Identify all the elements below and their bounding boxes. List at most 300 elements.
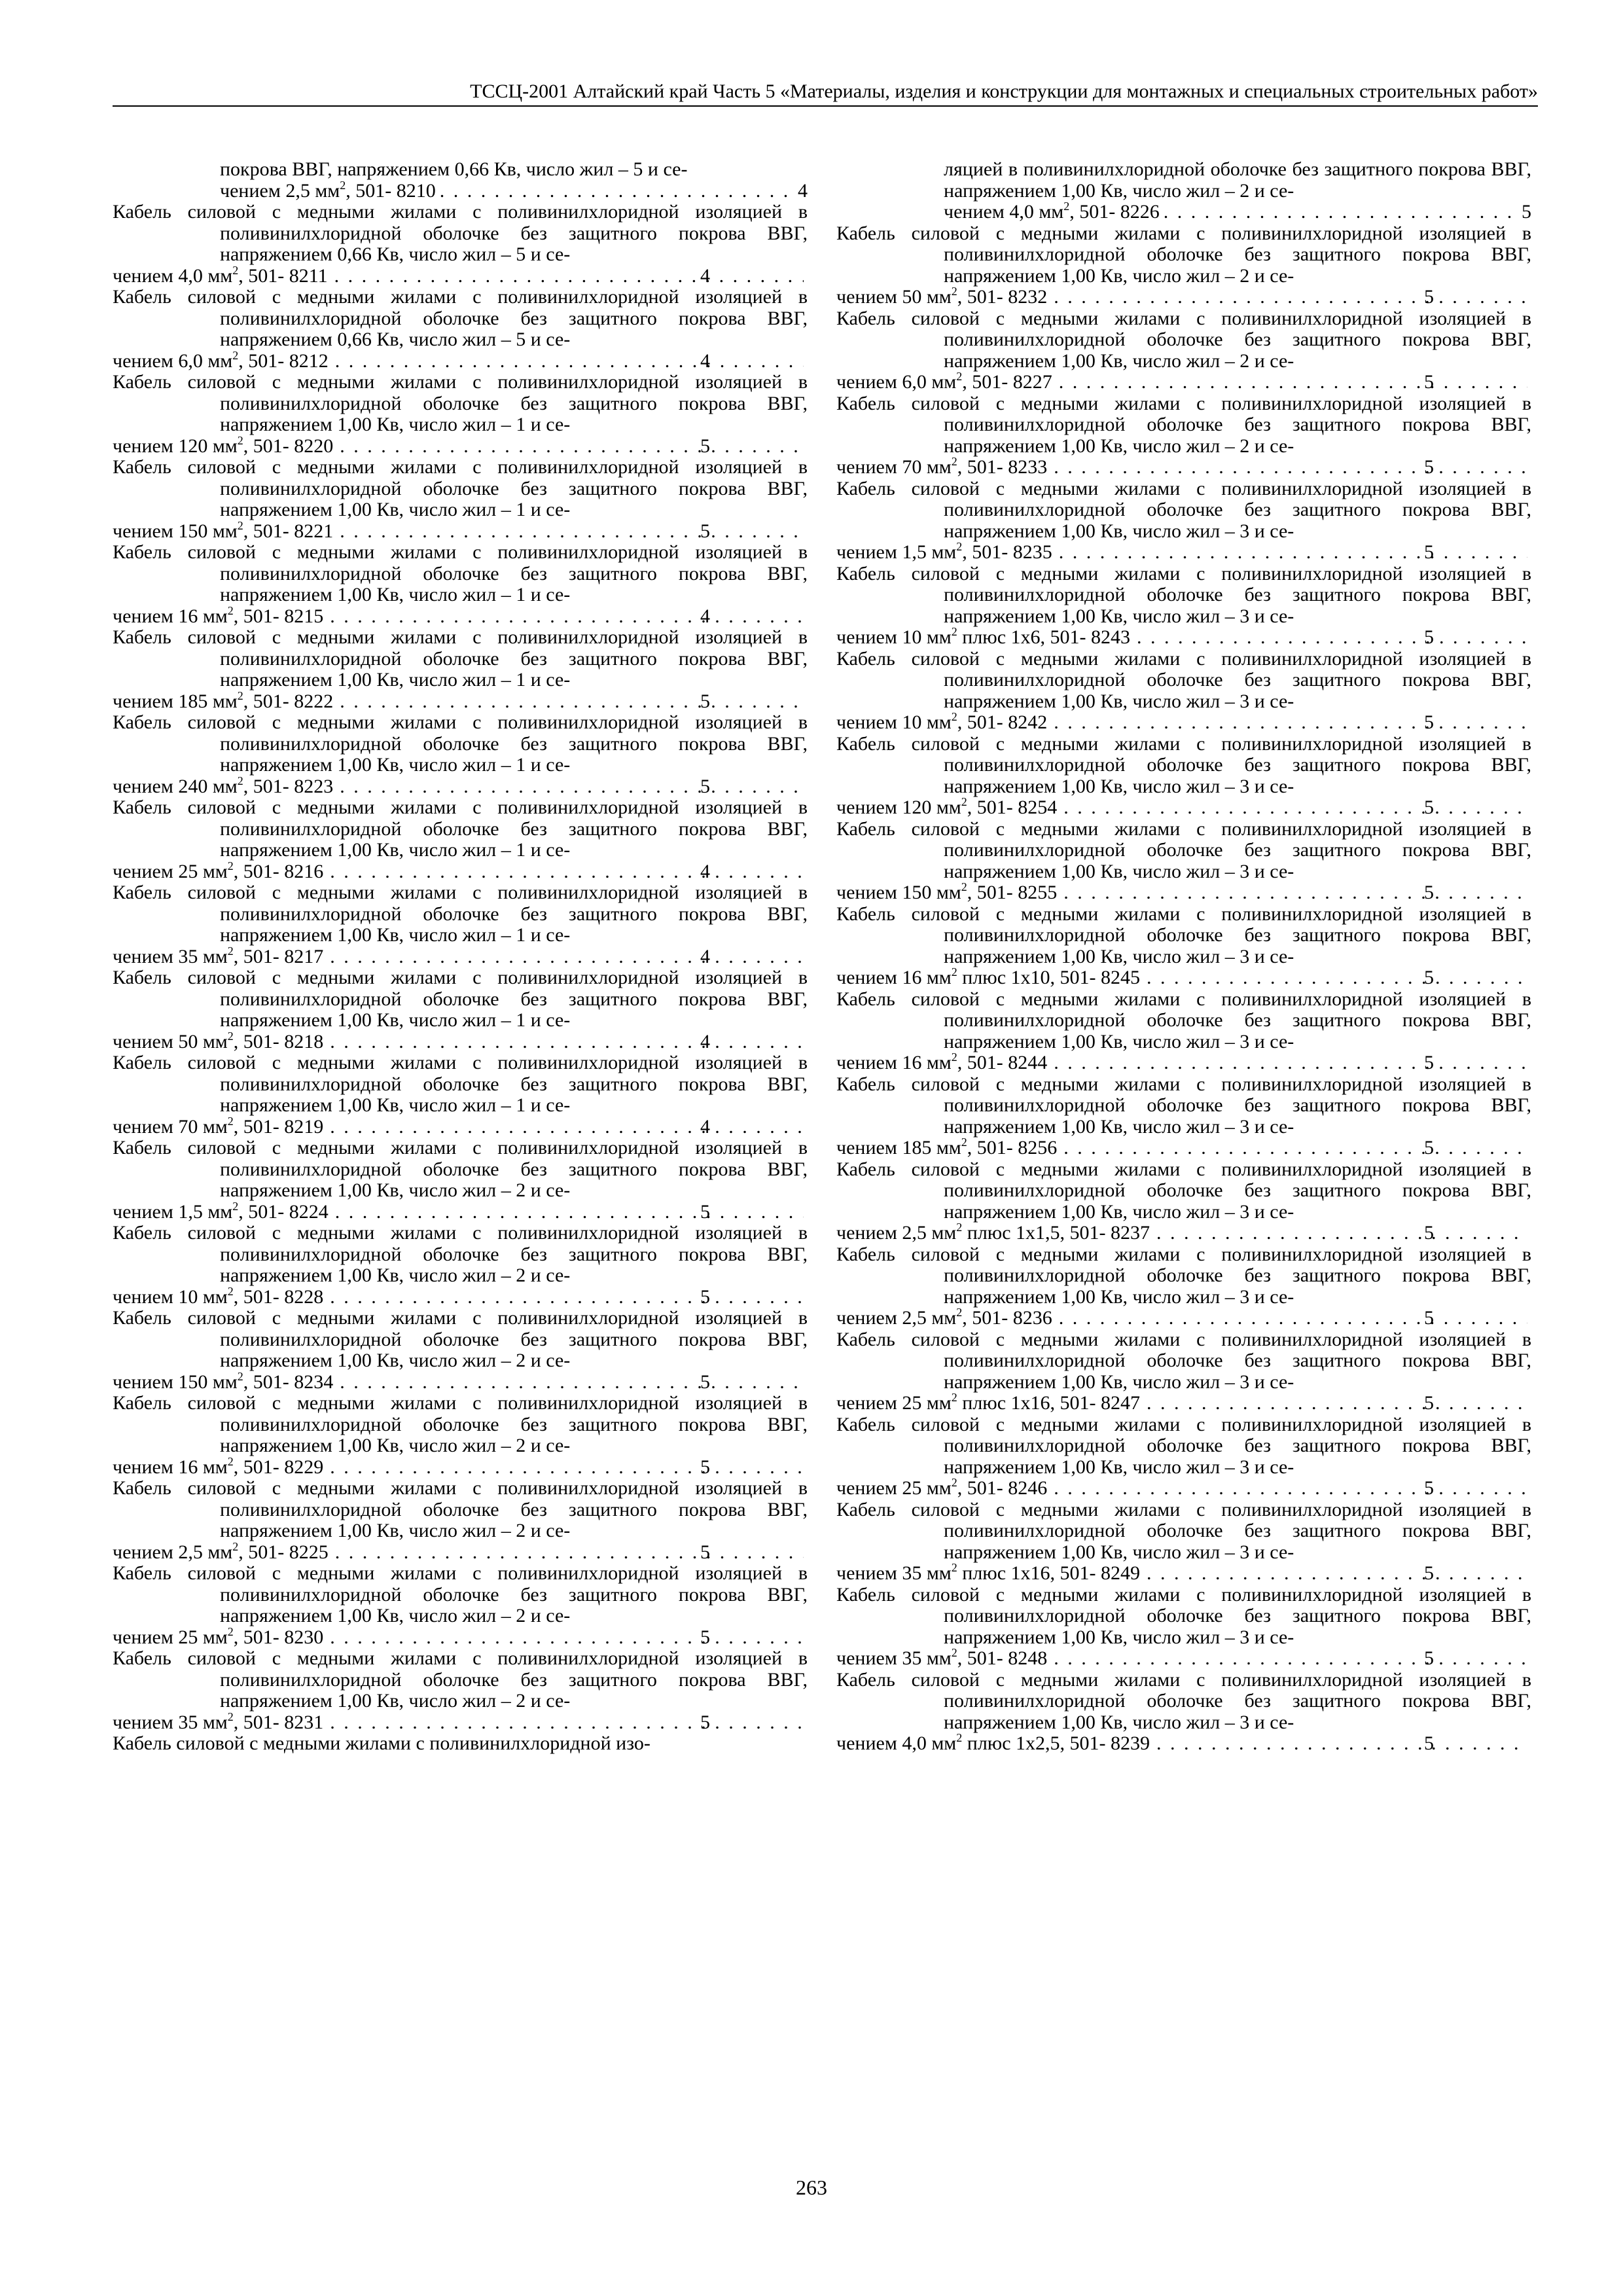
entry-section: чением 120 мм — [836, 797, 961, 818]
entry-section: чением 50 мм — [836, 286, 952, 308]
dot-leader — [337, 691, 804, 713]
entry-text: Кабель силовой с медными жилами с поливинилхлоридной изоляцией в поливинилхлоридной оболочке без защитного покрова ВВГ, напряжением 1,00 Кв, число жил – 2 и се- — [113, 1477, 808, 1541]
entry-text: Кабель силовой с медными жилами с поливинилхлоридной изоляцией в поливинилхлоридной оболочке без защитного покрова ВВГ, напряжением 1,00 Кв, число жил – 1 и се- — [113, 371, 808, 435]
entry-unit-superscript: 2 — [956, 1306, 963, 1319]
entry-section: чением 70 мм — [836, 456, 952, 478]
entry-text: Кабель силовой с медными жилами с поливинилхлоридной изоляцией в поливинилхлоридной оболочке без защитного покрова ВВГ, напряжением 1,00 Кв, число жил – 1 и се- — [113, 456, 808, 520]
entry-last-line: чением 35 $мм^2$, 501- 8248 . . . 5 — [944, 1648, 1531, 1670]
entry-last-line: чением 2,5 $мм^2$, 501- 8225 . . . 5 — [220, 1542, 808, 1564]
entry-designation — [113, 774, 334, 798]
header-rule — [113, 105, 1538, 107]
entry-last-line: чением 16 $мм^2$, 501- 8229 . . . 5 — [220, 1457, 808, 1479]
entry-unit-superscript: 2 — [227, 1114, 234, 1128]
dot-leader — [327, 1287, 804, 1308]
entry-designation — [836, 1646, 1048, 1670]
entry-last-line: чением 4,0 $мм^2$, 501- 8211 . . . 4 — [220, 266, 808, 287]
index-entry — [113, 1308, 808, 1393]
entry-designation — [836, 795, 1058, 819]
entry-last-line: чением 4,0 $мм^2$ плюс 1х2,5, 501- 8239 . . . 5 — [944, 1733, 1531, 1755]
entry-text: Кабель силовой с медными жилами с поливинилхлоридной изоляцией в поливинилхлоридной оболочке без защитного покрова ВВГ, напряжением 1,00 Кв, число жил – 2 и се- — [113, 1392, 808, 1456]
entry-unit-superscript: 2 — [232, 1539, 239, 1553]
entry-unit-superscript: 2 — [232, 1199, 239, 1213]
index-entry — [836, 1670, 1531, 1755]
entry-unit-superscript: 2 — [956, 1221, 963, 1234]
entry-last-line: чением 10 $мм^2$, 501- 8228 . . . 5 — [220, 1287, 808, 1308]
index-entry — [113, 797, 808, 882]
entry-unit-superscript: 2 — [956, 540, 963, 553]
entry-section: чением 10 мм — [113, 1285, 228, 1308]
entry-last-line — [220, 178, 808, 202]
entry-code: , 501- 8224 — [238, 1200, 329, 1223]
entry-text: Кабель силовой с медными жилами с поливинилхлоридной изоляцией в поливинилхлоридной оболочке без защитного покрова ВВГ, напряжением 1,00 Кв, число жил – 1 и се- — [113, 711, 808, 776]
entry-last-line: чением 50 $мм^2$, 501- 8218 . . . 4 — [220, 1031, 808, 1053]
dot-leader — [332, 1542, 804, 1564]
entry-text: Кабель силовой с медными жилами с поливинилхлоридной изоляцией в поливинилхлоридной оболочке без защитного покрова ВВГ, напряжением 1,00 Кв, число жил – 3 и се- — [836, 1668, 1531, 1733]
entry-section: чением 4,0 мм — [836, 1732, 957, 1754]
entry-text: Кабель силовой с медными жилами с поливинилхлоридной изоляцией в поливинилхлоридной оболочке без защитного покрова ВВГ, напряжением 1,00 Кв, число жил – 3 и се- — [836, 1413, 1531, 1478]
index-column-left — [113, 159, 808, 1755]
entry-section: чением 1,5 мм — [113, 1200, 233, 1223]
entry-code: , 501- 8246 — [957, 1477, 1048, 1499]
entry-code: , 501- 8228 — [233, 1285, 324, 1308]
entry-section: чением 2,5 мм — [220, 179, 340, 202]
entry-unit-superscript: 2 — [961, 1136, 967, 1149]
entry-text: Кабель силовой с медными жилами с поливинилхлоридной изоляцией в поливинилхлоридной оболочке без защитного покрова ВВГ, напряжением 1,00 Кв, число жил – 3 и се- — [836, 562, 1531, 627]
dot-leader — [327, 606, 804, 628]
entry-section: чением 16 мм — [113, 605, 228, 627]
entry-text: Кабель силовой с медными жилами с поливинилхлоридной изо- — [113, 1732, 651, 1754]
entry-designation — [220, 178, 436, 202]
entry-unit-superscript: 2 — [237, 518, 243, 532]
entry-last-line: чением 25 $мм^2$, 501- 8246 . . . 5 — [944, 1478, 1531, 1499]
entry-unit-superscript: 2 — [232, 348, 239, 362]
dot-leader — [327, 1031, 804, 1053]
entry-designation — [836, 540, 1052, 564]
index-entry — [113, 1648, 808, 1733]
entry-last-line: чением 35 $мм^2$, 501- 8231 . . . 5 — [220, 1712, 808, 1734]
entry-unit-superscript: 2 — [951, 965, 957, 978]
entry-code: , 501- 8210 — [346, 179, 436, 202]
entry-designation — [113, 1114, 324, 1138]
entry-text: Кабель силовой с медными жилами с поливинилхлоридной изоляцией в поливинилхлоридной оболочке без защитного покрова ВВГ, напряжением 1,00 Кв, число жил – 2 и се- — [836, 307, 1531, 372]
page-number: 263 — [796, 2176, 827, 2199]
index-entry — [836, 904, 1531, 989]
entry-unit-superscript: 2 — [237, 689, 243, 702]
entry-section: чением 16 мм — [836, 967, 952, 988]
index-entry — [836, 989, 1531, 1074]
entry-text: покрова ВВГ, напряжением 0,66 Кв, число жил – 5 и се- — [220, 158, 688, 180]
index-entry — [113, 1733, 808, 1755]
entry-last-line: чением 185 $мм^2$, 501- 8222 . . . 5 — [220, 691, 808, 713]
index-entry — [113, 1393, 808, 1478]
entry-code: , 501- 8233 — [957, 456, 1048, 478]
entry-section: чением 2,5 мм — [836, 1307, 957, 1329]
entry-code: , 501- 8242 — [957, 711, 1048, 733]
entry-unit-superscript: 2 — [1063, 200, 1070, 213]
entry-code: , 501- 8236 — [962, 1307, 1052, 1329]
entry-designation — [113, 859, 324, 883]
entry-unit-superscript: 2 — [961, 795, 967, 808]
entry-unit-superscript: 2 — [227, 859, 234, 872]
index-entry — [836, 1499, 1531, 1585]
index-entry — [113, 1052, 808, 1138]
index-entry — [113, 542, 808, 627]
entry-text: Кабель силовой с медными жилами с поливинилхлоридной изоляцией в поливинилхлоридной оболочке без защитного покрова ВВГ, напряжением 1,00 Кв, число жил – 1 и се- — [113, 626, 808, 691]
entry-text: Кабель силовой с медными жилами с поливинилхлоридной изоляцией в поливинилхлоридной оболочке без защитного покрова ВВГ, напряжением 1,00 Кв, число жил – 3 и се- — [836, 1328, 1531, 1393]
entry-unit-superscript: 2 — [237, 433, 243, 447]
dot-leader — [327, 1457, 804, 1479]
entry-section: чением 25 мм — [113, 1626, 228, 1648]
entry-section: чением 150 мм — [836, 882, 961, 903]
entry-section: чением 4,0 мм — [944, 201, 1064, 223]
entry-section: чением 185 мм — [836, 1137, 961, 1158]
entry-last-line: чением 120 $мм^2$, 501- 8220 . . . 5 — [220, 436, 808, 457]
entry-section: чением 10 мм — [836, 711, 952, 733]
dot-leader — [1051, 457, 1527, 478]
index-entry — [836, 1159, 1531, 1244]
index-entry — [113, 882, 808, 967]
index-entry — [113, 372, 808, 457]
index-entry — [836, 649, 1531, 734]
entry-designation — [113, 518, 334, 543]
entry-code: , 501- 8231 — [233, 1711, 324, 1733]
entry-text: Кабель силовой с медными жилами с поливинилхлоридной изоляцией в поливинилхлоридной оболочке без защитного покрова ВВГ, напряжением 1,00 Кв, число жил – 3 и се- — [836, 817, 1531, 882]
entry-section: чением 10 мм — [836, 626, 952, 648]
entry-section: чением 185 мм — [113, 690, 238, 712]
entry-designation — [944, 202, 1160, 223]
entry-last-line: чением 240 $мм^2$, 501- 8223 . . . 5 — [220, 776, 808, 798]
dot-leader — [1134, 627, 1527, 649]
entry-unit-superscript: 2 — [227, 1029, 234, 1043]
entry-last-line: чением 35 $мм^2$, 501- 8217 . . . 4 — [220, 946, 808, 968]
index-entry — [113, 967, 808, 1052]
dot-leader — [1056, 542, 1527, 564]
entry-page-ref: 5 — [1522, 201, 1531, 223]
entry-code: , 501- 8255 — [967, 882, 1058, 903]
entry-code: , 501- 8220 — [243, 435, 334, 457]
dot-leader — [1061, 882, 1527, 904]
entry-unit-superscript: 2 — [237, 1369, 243, 1383]
entry-section: чением 16 мм — [836, 1052, 952, 1073]
entry-unit-superscript: 2 — [951, 710, 957, 723]
dot-leader — [1144, 967, 1527, 989]
entry-section: чением 4,0 мм — [113, 264, 233, 287]
index-entry — [113, 1138, 808, 1223]
dot-leader — [1061, 1138, 1527, 1159]
entry-designation — [836, 1476, 1048, 1499]
entry-code: плюс 1х6, 501- 8243 — [957, 626, 1131, 648]
entry-code: плюс 1х16, 501- 8249 — [957, 1562, 1141, 1584]
entry-page-ref: 4 — [798, 179, 808, 202]
entry-text: Кабель силовой с медными жилами с поливинилхлоридной изоляцией в поливинилхлоридной оболочке без защитного покрова ВВГ, напряжением 1,00 Кв, число жил – 1 и се- — [113, 967, 808, 1031]
entry-designation — [113, 1369, 334, 1393]
entry-text: Кабель силовой с медными жилами с поливинилхлоридной изоляцией в поливинилхлоридной оболочке без защитного покрова ВВГ, напряжением 1,00 Кв, число жил – 3 и се- — [836, 477, 1531, 542]
index-entry — [113, 712, 808, 797]
dot-leader — [327, 861, 804, 883]
entry-designation — [113, 1710, 324, 1734]
entry-last-line: чением 35 $мм^2$ плюс 1х16, 501- 8249 . . . 5 — [944, 1563, 1531, 1585]
entry-text: Кабель силовой с медными жилами с поливинилхлоридной изоляцией в поливинилхлоридной оболочке без защитного покрова ВВГ, напряжением 1,00 Кв, число жил – 1 и се- — [113, 882, 808, 946]
entry-last-line: чением 10 $мм^2$ плюс 1х6, 501- 8243 . . . 5 — [944, 627, 1531, 649]
entry-designation — [113, 1284, 324, 1308]
dot-leader — [337, 436, 804, 457]
entry-last-line: чением 16 $мм^2$, 501- 8244 . . . 5 — [944, 1052, 1531, 1074]
entry-text: Кабель силовой с медными жилами с поливинилхлоридной изоляцией в поливинилхлоридной оболочке без защитного покрова ВВГ, напряжением 0,66 Кв, число жил – 5 и се- — [113, 201, 808, 265]
entry-text: Кабель силовой с медными жилами с поливинилхлоридной изоляцией в поливинилхлоридной оболочке без защитного покрова ВВГ, напряжением 0,66 Кв, число жил – 5 и се- — [113, 286, 808, 350]
dot-leader — [332, 1202, 804, 1223]
entry-text: Кабель силовой с медными жилами с поливинилхлоридной изоляцией в поливинилхлоридной оболочке без защитного покрова ВВГ, напряжением 1,00 Кв, число жил – 1 и се- — [113, 541, 808, 605]
entry-code: , 501- 8244 — [957, 1052, 1048, 1073]
entry-designation — [113, 348, 329, 372]
dot-leader — [327, 946, 804, 968]
index-entry — [113, 457, 808, 542]
entry-text: Кабель силовой с медными жилами с поливинилхлоридной изоляцией в поливинилхлоридной оболочке без защитного покрова ВВГ, напряжением 1,00 Кв, число жил – 3 и се- — [836, 988, 1531, 1052]
index-entry — [836, 308, 1531, 393]
index-entry — [836, 1585, 1531, 1670]
dot-leader — [1144, 1563, 1527, 1585]
entry-code: , 501- 8227 — [962, 371, 1052, 393]
entry-designation — [113, 944, 324, 968]
dot-leader — [1056, 372, 1527, 393]
index-entry — [836, 223, 1531, 308]
dot-leader — [440, 181, 794, 202]
entry-section: чением 70 мм — [113, 1115, 228, 1138]
entry-text: Кабель силовой с медными жилами с поливинилхлоридной изоляцией в поливинилхлоридной оболочке без защитного покрова ВВГ, напряжением 1,00 Кв, число жил – 2 и се- — [836, 392, 1531, 457]
entry-designation — [836, 625, 1131, 649]
entry-section: чением 6,0 мм — [113, 350, 233, 372]
dot-leader — [1051, 1052, 1527, 1074]
entry-last-line: чением 25 $мм^2$, 501- 8216 . . . 4 — [220, 861, 808, 883]
entry-last-line: чением 2,5 $мм^2$, 501- 8236 . . . 5 — [944, 1308, 1531, 1329]
dot-leader — [1051, 287, 1527, 308]
entry-unit-superscript: 2 — [951, 1646, 957, 1659]
entry-designation — [113, 603, 324, 628]
entry-unit-superscript: 2 — [951, 1561, 957, 1574]
entry-designation — [113, 1539, 329, 1564]
entry-code: , 501- 8218 — [233, 1030, 324, 1052]
entry-unit-superscript: 2 — [232, 263, 239, 277]
entry-unit-superscript: 2 — [961, 880, 967, 893]
entry-section: чением 50 мм — [113, 1030, 228, 1052]
entry-code: , 501- 8232 — [957, 286, 1048, 308]
entry-designation — [836, 455, 1048, 478]
entry-section: чением 25 мм — [836, 1477, 952, 1499]
entry-last-line: чением 120 $мм^2$, 501- 8254 . . . 5 — [944, 797, 1531, 819]
index-entry — [836, 819, 1531, 904]
dot-leader — [327, 1712, 804, 1734]
entry-code: , 501- 8211 — [238, 264, 328, 287]
entry-last-line: чением 150 $мм^2$, 501- 8234 . . . 5 — [220, 1372, 808, 1393]
entry-section: чением 240 мм — [113, 775, 238, 797]
entry-designation — [836, 710, 1048, 734]
entry-code: , 501- 8230 — [233, 1626, 324, 1648]
index-entry — [836, 159, 1531, 223]
entry-unit-superscript: 2 — [227, 1454, 234, 1468]
entry-code: плюс 1х10, 501- 8245 — [957, 967, 1141, 988]
entry-code: , 501- 8217 — [233, 945, 324, 967]
index-entry — [113, 627, 808, 712]
entry-text: Кабель силовой с медными жилами с поливинилхлоридной изоляцией в поливинилхлоридной оболочке без защитного покрова ВВГ, напряжением 1,00 Кв, число жил – 2 и се- — [836, 222, 1531, 287]
entry-unit-superscript: 2 — [951, 1391, 957, 1404]
entry-code: плюс 1х2,5, 501- 8239 — [962, 1732, 1150, 1754]
entry-code: плюс 1х16, 501- 8247 — [957, 1392, 1141, 1414]
entry-unit-superscript: 2 — [951, 1476, 957, 1489]
index-entry — [113, 1223, 808, 1308]
entry-unit-superscript: 2 — [237, 774, 243, 787]
index-entry — [836, 734, 1531, 819]
entry-code: , 501- 8234 — [243, 1371, 334, 1393]
entry-code: плюс 1х1,5, 501- 8237 — [962, 1222, 1150, 1244]
dot-leader — [1051, 1648, 1527, 1670]
entry-last-line: чением 185 $мм^2$, 501- 8256 . . . 5 — [944, 1138, 1531, 1159]
entry-text: Кабель силовой с медными жилами с поливинилхлоридной изоляцией в поливинилхлоридной оболочке без защитного покрова ВВГ, напряжением 1,00 Кв, число жил – 3 и се- — [836, 903, 1531, 967]
entry-code: , 501- 8216 — [233, 860, 324, 882]
entry-designation — [113, 263, 328, 287]
entry-unit-superscript: 2 — [951, 285, 957, 298]
entry-code: , 501- 8222 — [243, 690, 334, 712]
entry-section: чением 2,5 мм — [836, 1222, 957, 1244]
entry-last-line: чением 1,5 $мм^2$, 501- 8224 . . . 5 — [220, 1202, 808, 1223]
entry-text: Кабель силовой с медными жилами с поливинилхлоридной изоляцией в поливинилхлоридной оболочке без защитного покрова ВВГ, напряжением 1,00 Кв, число жил – 2 и се- — [113, 1647, 808, 1712]
entry-code: , 501- 8212 — [238, 350, 329, 372]
entry-designation — [113, 433, 334, 457]
index-entry — [836, 393, 1531, 478]
entry-unit-superscript: 2 — [227, 603, 234, 617]
entry-text: Кабель силовой с медными жилами с поливинилхлоридной изоляцией в поливинилхлоридной оболочке без защитного покрова ВВГ, напряжением 1,00 Кв, число жил – 1 и се- — [113, 797, 808, 861]
entry-text: Кабель силовой с медными жилами с поливинилхлоридной изоляцией в поливинилхлоридной оболочке без защитного покрова ВВГ, напряжением 1,00 Кв, число жил – 3 и се- — [836, 647, 1531, 712]
entry-unit-superscript: 2 — [227, 1710, 234, 1723]
entry-text: Кабель силовой с медными жилами с поливинилхлоридной изоляцией в поливинилхлоридной оболочке без защитного покрова ВВГ, напряжением 1,00 Кв, число жил – 3 и се- — [836, 1158, 1531, 1223]
entry-last-line: чением 150 $мм^2$, 501- 8221 . . . 5 — [220, 521, 808, 543]
entry-section: чением 2,5 мм — [113, 1541, 233, 1563]
entry-text: Кабель силовой с медными жилами с поливинилхлоридной изоляцией в поливинилхлоридной оболочке без защитного покрова ВВГ, напряжением 1,00 Кв, число жил – 3 и се- — [836, 1243, 1531, 1308]
dot-leader — [1154, 1733, 1527, 1755]
entry-designation — [113, 1454, 324, 1479]
index-entry — [113, 287, 808, 372]
entry-section: чением 35 мм — [836, 1562, 952, 1584]
entry-section: чением 35 мм — [836, 1647, 952, 1669]
entry-designation — [836, 1306, 1052, 1329]
dot-leader — [1056, 1308, 1527, 1329]
entry-section: чением 6,0 мм — [836, 371, 957, 393]
index-entry — [836, 564, 1531, 649]
index-column-right — [836, 159, 1531, 1755]
entry-unit-superscript: 2 — [956, 370, 963, 383]
entry-code: , 501- 8219 — [233, 1115, 324, 1138]
index-entry — [113, 202, 808, 287]
entry-section: чением 35 мм — [113, 1711, 228, 1733]
entry-designation — [836, 1136, 1058, 1159]
entry-unit-superscript: 2 — [227, 944, 234, 958]
entry-section: чением 16 мм — [113, 1456, 228, 1478]
entry-code: , 501- 8221 — [243, 520, 334, 542]
dot-leader — [1061, 797, 1527, 819]
entry-unit-superscript: 2 — [227, 1624, 234, 1638]
entry-last-line: чением 6,0 $мм^2$, 501- 8227 . . . 5 — [944, 372, 1531, 393]
entry-text: Кабель силовой с медными жилами с поливинилхлоридной изоляцией в поливинилхлоридной оболочке без защитного покрова ВВГ, напряжением 1,00 Кв, число жил – 2 и се- — [113, 1562, 808, 1626]
entry-text: Кабель силовой с медными жилами с поливинилхлоридной изоляцией в поливинилхлоридной оболочке без защитного покрова ВВГ, напряжением 1,00 Кв, число жил – 3 и се- — [836, 1583, 1531, 1648]
entry-section: чением 150 мм — [113, 1371, 238, 1393]
entry-designation — [836, 370, 1052, 393]
entry-designation — [836, 880, 1058, 904]
entry-code: , 501- 8248 — [957, 1647, 1048, 1669]
index-entry — [836, 1074, 1531, 1159]
dot-leader — [1051, 1478, 1527, 1499]
page-header: ТССЦ-2001 Алтайский край Часть 5 «Материалы, изделия и конструкции для монтажных и специальных строительных работ» — [470, 81, 1538, 102]
entry-unit-superscript: 2 — [951, 625, 957, 638]
entry-last-line: чением 1,5 $мм^2$, 501- 8235 . . . 5 — [944, 542, 1531, 564]
dot-leader — [332, 351, 804, 372]
index-entry — [113, 1478, 808, 1563]
entry-code: , 501- 8226 — [1069, 201, 1160, 223]
dot-leader — [337, 776, 804, 798]
entry-last-line: чением 25 $мм^2$, 501- 8230 . . . 5 — [220, 1627, 808, 1649]
dot-leader — [332, 266, 804, 287]
entry-text: Кабель силовой с медными жилами с поливинилхлоридной изоляцией в поливинилхлоридной оболочке без защитного покрова ВВГ, напряжением 1,00 Кв, число жил – 2 и се- — [113, 1222, 808, 1286]
entry-section: чением 120 мм — [113, 435, 238, 457]
dot-leader — [1051, 712, 1527, 734]
entry-code: , 501- 8256 — [967, 1137, 1058, 1158]
entry-text: Кабель силовой с медными жилами с поливинилхлоридной изоляцией в поливинилхлоридной оболочке без защитного покрова ВВГ, напряжением 1,00 Кв, число жил – 2 и се- — [113, 1137, 808, 1201]
entry-code: , 501- 8225 — [238, 1541, 329, 1563]
index-entry — [113, 159, 808, 202]
entry-designation — [113, 1624, 324, 1649]
entry-unit-superscript: 2 — [227, 1284, 234, 1298]
dot-leader — [1154, 1223, 1527, 1244]
entry-unit-superscript: 2 — [951, 1050, 957, 1064]
dot-leader — [1164, 202, 1518, 223]
entry-unit-superscript: 2 — [951, 455, 957, 468]
entry-text: Кабель силовой с медными жилами с поливинилхлоридной изоляцией в поливинилхлоридной оболочке без защитного покрова ВВГ, напряжением 1,00 Кв, число жил – 3 и се- — [836, 1498, 1531, 1563]
entry-last-line: чением 70 $мм^2$, 501- 8233 . . . 5 — [944, 457, 1531, 478]
entry-designation — [113, 1029, 324, 1053]
dot-leader — [337, 521, 804, 543]
dot-leader — [327, 1117, 804, 1138]
entry-designation — [113, 689, 334, 713]
index-entry — [836, 1244, 1531, 1329]
entry-section: чением 150 мм — [113, 520, 238, 542]
entry-last-line: чением 50 $мм^2$, 501- 8232 . . . 5 — [944, 287, 1531, 308]
entry-unit-superscript: 2 — [956, 1731, 963, 1744]
entry-section: чением 25 мм — [836, 1392, 952, 1414]
index-entry — [836, 1414, 1531, 1499]
entry-code: , 501- 8229 — [233, 1456, 324, 1478]
entry-code: , 501- 8254 — [967, 797, 1058, 818]
entry-section: чением 35 мм — [113, 945, 228, 967]
entry-designation — [836, 1050, 1048, 1074]
entry-designation — [113, 1199, 329, 1223]
entry-last-line: чением 150 $мм^2$, 501- 8255 . . . 5 — [944, 882, 1531, 904]
index-entry — [113, 1563, 808, 1648]
index-entry — [836, 478, 1531, 564]
entry-section: чением 25 мм — [113, 860, 228, 882]
entry-code: , 501- 8215 — [233, 605, 324, 627]
entry-last-line — [944, 202, 1531, 223]
entry-text: Кабель силовой с медными жилами с поливинилхлоридной изоляцией в поливинилхлоридной оболочке без защитного покрова ВВГ, напряжением 1,00 Кв, число жил – 1 и се- — [113, 1052, 808, 1116]
entry-last-line: чением 16 $мм^2$, 501- 8215 . . . 4 — [220, 606, 808, 628]
entry-text: ляцией в поливинилхлоридной оболочке без защитного покрова ВВГ, напряжением 1,00 Кв, число жил – 2 и се- — [944, 158, 1531, 202]
index-entry — [836, 1329, 1531, 1414]
entry-last-line: чением 2,5 $мм^2$ плюс 1х1,5, 501- 8237 . . . 5 — [944, 1223, 1531, 1244]
dot-leader — [337, 1372, 804, 1393]
entry-code: , 501- 8223 — [243, 775, 334, 797]
entry-text: Кабель силовой с медными жилами с поливинилхлоридной изоляцией в поливинилхлоридной оболочке без защитного покрова ВВГ, напряжением 1,00 Кв, число жил – 3 и се- — [836, 1073, 1531, 1138]
entry-last-line: чением 70 $мм^2$, 501- 8219 . . . 4 — [220, 1117, 808, 1138]
entry-unit-superscript: 2 — [340, 178, 346, 192]
entry-section: чением 1,5 мм — [836, 541, 957, 563]
entry-last-line: чением 6,0 $мм^2$, 501- 8212 . . . 4 — [220, 351, 808, 372]
dot-leader — [327, 1627, 804, 1649]
